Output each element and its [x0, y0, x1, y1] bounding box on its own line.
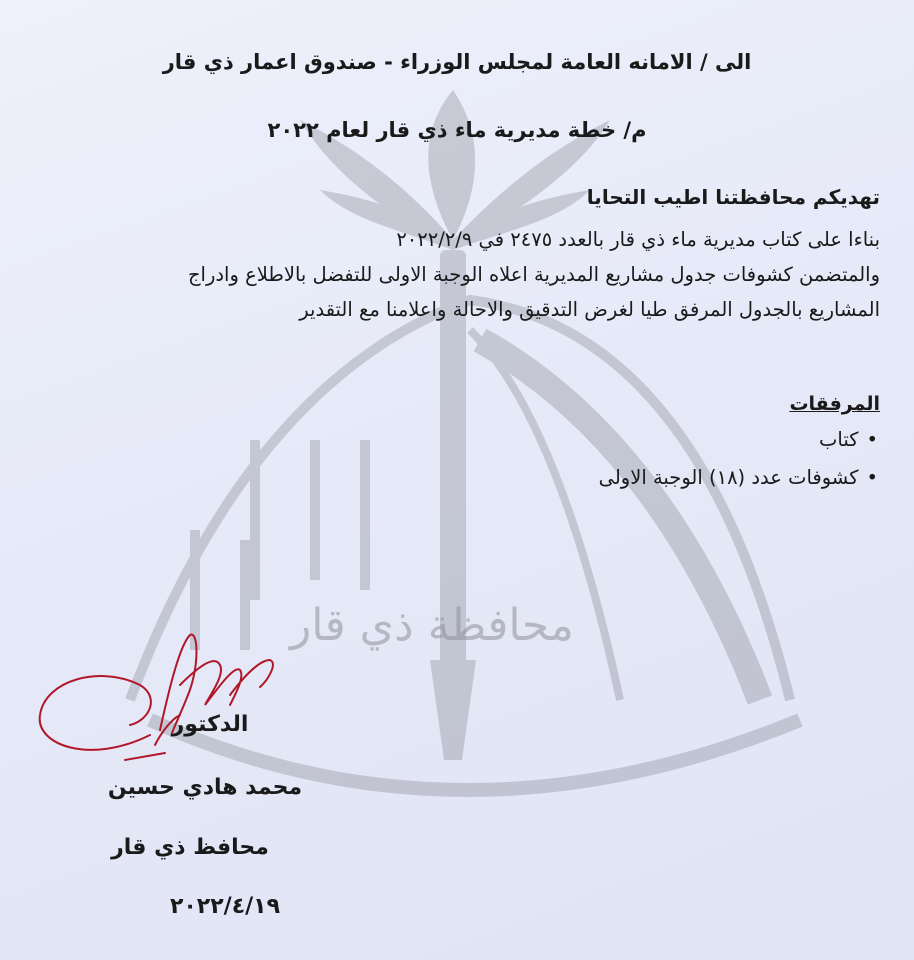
signature-title: الدكتور	[171, 712, 249, 737]
attachment-item-label: كشوفات عدد (١٨) الوجبة الاولى	[598, 466, 859, 489]
attachment-item-2	[599, 466, 878, 489]
addressee-line: الى / الامانه العامة لمجلس الوزراء - صندوق اعمار ذي قار	[162, 50, 752, 74]
signatory-name: محمد هادي حسين	[107, 775, 303, 800]
body-line-3: المشاريع بالجدول المرفق طيا لغرض التدقيق والاحالة واعلامنا مع التقدير	[299, 298, 880, 321]
bullet-icon: •	[866, 466, 878, 489]
handwritten-signature	[30, 625, 290, 765]
subject-line: م/ خطة مديرية ماء ذي قار لعام ٢٠٢٢	[267, 118, 647, 142]
signature-date: ٢٠٢٢/٤/١٩	[169, 894, 281, 919]
body-line-1: بناءا على كتاب مديرية ماء ذي قار بالعدد ٢٤٧٥ في ٢٠٢٢/٢/٩	[396, 228, 880, 251]
attachment-item-label: كتاب	[819, 428, 859, 451]
signatory-role: محافظ ذي قار	[111, 835, 269, 860]
body-line-2: والمتضمن كشوفات جدول مشاريع المديرية اعلاه الوجبة الاولى للتفضل بالاطلاع وادراج	[187, 263, 880, 286]
watermark-text: محافظة ذي قار	[290, 600, 574, 651]
greeting-line: تهديكم محافظتنا اطيب التحايا	[586, 185, 880, 209]
attachments-title: المرفقات	[789, 393, 880, 415]
bullet-icon: •	[866, 428, 878, 451]
attachment-item-1	[819, 428, 878, 451]
